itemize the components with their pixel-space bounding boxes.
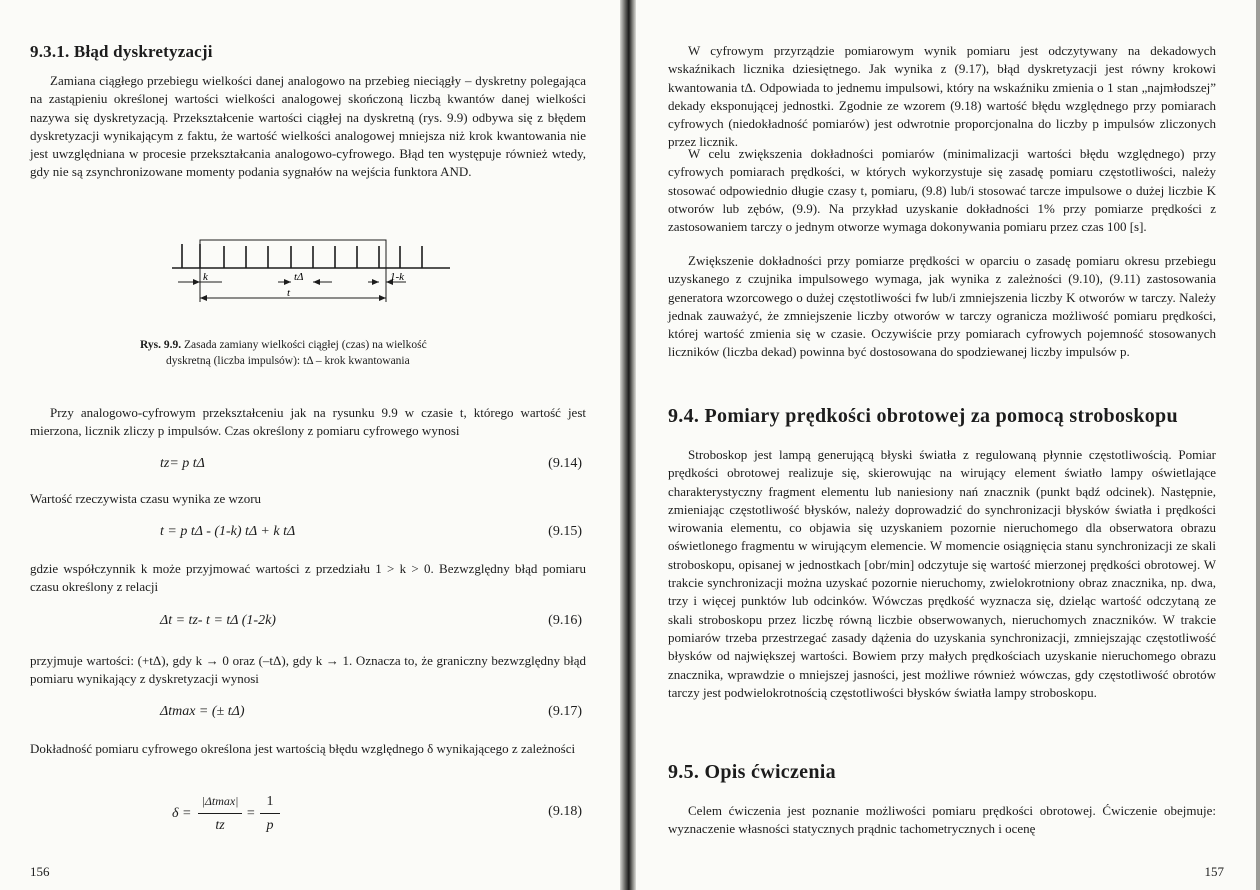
equation-9-14-number: (9.14) (548, 456, 582, 471)
paragraph-increase-accuracy: W celu zwiększenia dokładności pomiarów (minimalizacji wartości błędu względnego) przy cyfrowych pomiarach prędkości, w których wykorzystuje się zasadę pomiaru częstotliwości, należy stosować odpowiednio długie czasy t, pomiaru, (9.8) lub/i stosować tarcze impulsowe o dużej liczbie K otworów lub zębów, (9.9). Na przykład uzyskanie dokładności 1% przy pomiarze prędkości z zastosowaniem tarczy o jednym otworze wymaga dokonywania pomiaru przez czas 100 [s]. (668, 146, 1216, 235)
equation-9-18-lhs: δ = (172, 806, 192, 821)
section-heading-9-3-1: 9.3.1. Błąd dyskretyzacji (30, 42, 213, 61)
equation-9-18-right-numerator: 1 (266, 794, 274, 809)
paragraph-limit-error: przyjmuje wartości: (+tΔ), gdy k → 0 oraz (–tΔ), gdy k → 1. Oznacza to, że graniczny bezwzględny błąd pomiaru wynikający z dyskretyzacji wynosi (30, 653, 586, 687)
paragraph-discretization: Zamiana ciągłego przebiegu wielkości danej analogowo na przebieg nieciągły – dyskretny polegająca na zastąpieniu określonej wartości wielkości analogowej skończoną liczbą kwantów danej wielkości nazywa się dyskretyzacją. Przekształcenie wartości ciągłej na dyskretną (rys. 9.9) odbywa się z błędem dyskretyzacji wynikającym z faktu, że wartość wielkości analogowej mniejsza niż krok kwantowania nie jest uwzględniana w procesie przekształcania analogowo-cyfrowego. Błąd ten występuje również wtedy, gdy nie są zsynchronizowane momenty podania sygnałów na wejścia funktora AND. (30, 73, 586, 180)
label-1-k: 1-k (390, 271, 405, 283)
caption-line-2: dyskretną (liczba impulsów): tΔ – krok kwantowania (166, 355, 410, 367)
page-edge (1256, 0, 1260, 890)
right-page (636, 0, 1260, 890)
equation-9-16-number: (9.16) (548, 613, 582, 628)
paragraph-period-method: Zwiększenie dokładności przy pomiarze prędkości w oparciu o zasadę pomiaru okresu przebiegu uzyskanego z czujnika impulsowego wymaga, jak wynika z zależności (9.10), (9.11) zastosowania generatora wzorcowego o dużej częstotliwości fw lub/i zmniejszenia liczby K otworów w tarczy. Należy jednak zauważyć, że zmniejszenie liczby otworów w tarczy ogranicza możliwość pomiaru prędkości, której wartość zmienia się w czasie. Oczywiście przy pomiarach cyfrowych pojemność stosowanych liczników (liczba dekad) powinna być dostosowana do spodziewanej liczby impulsów p. (668, 253, 1216, 360)
equation-9-15-number: (9.15) (548, 524, 582, 539)
label-tdelta: tΔ (294, 271, 304, 283)
equation-9-18-right-denominator: p (266, 818, 274, 833)
paragraph-conversion: Przy analogowo-cyfrowym przekształceniu jak na rysunku 9.9 w czasie t, którego wartość jest mierzona, licznik zliczy p impulsów. Czas określony z pomiaru cyfrowego wynosi (30, 405, 586, 439)
left-page (0, 0, 620, 890)
paragraph-coefficient: gdzie współczynnik k może przyjmować wartości z przedziału 1 > k > 0. Bezwzględny błąd pomiaru czasu określony z relacji (30, 561, 586, 595)
page-number-right: 157 (1204, 864, 1224, 879)
equation-9-16-expr: Δt = tz- t = tΔ (1-2k) (160, 613, 276, 628)
figure-9-9-pulse-diagram (160, 228, 460, 318)
paragraph-stroboscope: Stroboskop jest lampą generującą błyski światła z regulowaną płynnie częstotliwością. Pomiar prędkości obrotowej realizuje się, skierowując na wirujący element światło lampy oświetlające charakterystyczny fragment elementu lub naniesiony nań znacznik (punkt bądź odcinek). Następnie, zmieniając częstotliwość błysków, należy doprowadzić do synchronizacji błysków światła i prędkości wirowania elementu, co objawia się uzyskaniem pozornie nieruchomego dla obserwatora obrazu oświetlonego fragmentu w wirującym elemencie. W momencie osiągnięcia stanu synchronizacji ze skali stroboskopu, opisanej w jednostkach [obr/min] odczytuje się wartość mierzonej prędkości obrotowej. W trakcie synchronizacji można uzyskać pozornie nieruchomy, zwielokrotniony obraz znacznika, np. dwa, trzy i więcej punktów lub odcinków. Wówczas prędkość wyznacza się, dzieląc wartość odczytaną ze skali stroboskopu przez liczbę równą liczbie obserwowanych, nieruchomych znaczników. W trakcie pomiarów trzeba przestrzegać zasady dążenia do uzyskania synchronizacji, zmniejszając częstotliwość błysków od największej wartości. Bowiem przy małych prędkościach uzyskanie nieruchomego obrazu znacznika, wprawdzie o mniejszej jasności, jest możliwe również wówczas, gdy częstotliwość obrotów tarczy jest podwielokrotnością częstotliwości błysków światła lampy stroboskopu. (668, 447, 1216, 700)
equation-9-16 (30, 613, 586, 635)
equation-9-17-number: (9.17) (548, 704, 582, 719)
figure-caption (140, 337, 520, 369)
equation-9-18-denominator: tz (215, 818, 225, 833)
section-heading-9-4: 9.4. Pomiary prędkości obrotowej za pomocą stroboskopu (668, 405, 1178, 427)
equation-9-17-expr: Δtmax = (± tΔ) (160, 704, 245, 719)
caption-label: Rys. 9.9. (140, 339, 182, 351)
equation-9-17 (30, 704, 586, 726)
caption-line-1: Zasada zamiany wielkości ciągłej (czas) na wielkość (184, 339, 427, 351)
paragraph-real-value: Wartość rzeczywista czasu wynika ze wzoru (30, 491, 262, 506)
page-number-left: 156 (30, 864, 50, 879)
equation-9-14 (30, 456, 586, 478)
equation-9-18 (30, 794, 586, 842)
equation-9-15-expr: t = p tΔ - (1-k) tΔ + k tΔ (160, 524, 296, 539)
section-heading-9-5: 9.5. Opis ćwiczenia (668, 761, 836, 783)
equation-9-18-numerator: |Δtmax| (201, 794, 239, 808)
equation-9-18-equals: = (246, 806, 256, 821)
equation-9-15 (30, 524, 586, 546)
equation-9-14-expr: tz= p tΔ (160, 456, 205, 471)
label-t: t (287, 287, 291, 299)
equation-9-18-number: (9.18) (548, 804, 582, 819)
paragraph-exercise-goal: Celem ćwiczenia jest poznanie możliwości pomiaru prędkości obrotowej. Ćwiczenie obejmuje: wyznaczenie własności statycznych prądnic tachometrycznych i ocenę (668, 803, 1216, 837)
paragraph-digital-readout: W cyfrowym przyrządzie pomiarowym wynik pomiaru jest odczytywany na dekadowych wskaźnikach licznika dziesiętnego. Jak wynika z (9.17), błąd dyskretyzacji jest równy krokowi kwantowania tΔ. Odpowiada to jednemu impulsowi, który na wskaźniku zmienia o 1 stan „najmłodszej” dekady eksponującej jednostki. Zgodnie ze wzorem (9.18) wartość błędu względnego przy pomiarach cyfrowych (niedokładność pomiarów) jest odwrotnie proporcjonalna do liczby p impulsów zliczonych przez licznik. (668, 43, 1216, 150)
label-k: k (203, 271, 208, 283)
paragraph-accuracy: Dokładność pomiaru cyfrowego określona jest wartością błędu względnego δ wynikającego z zależności (30, 741, 576, 756)
book-gutter (620, 0, 636, 890)
